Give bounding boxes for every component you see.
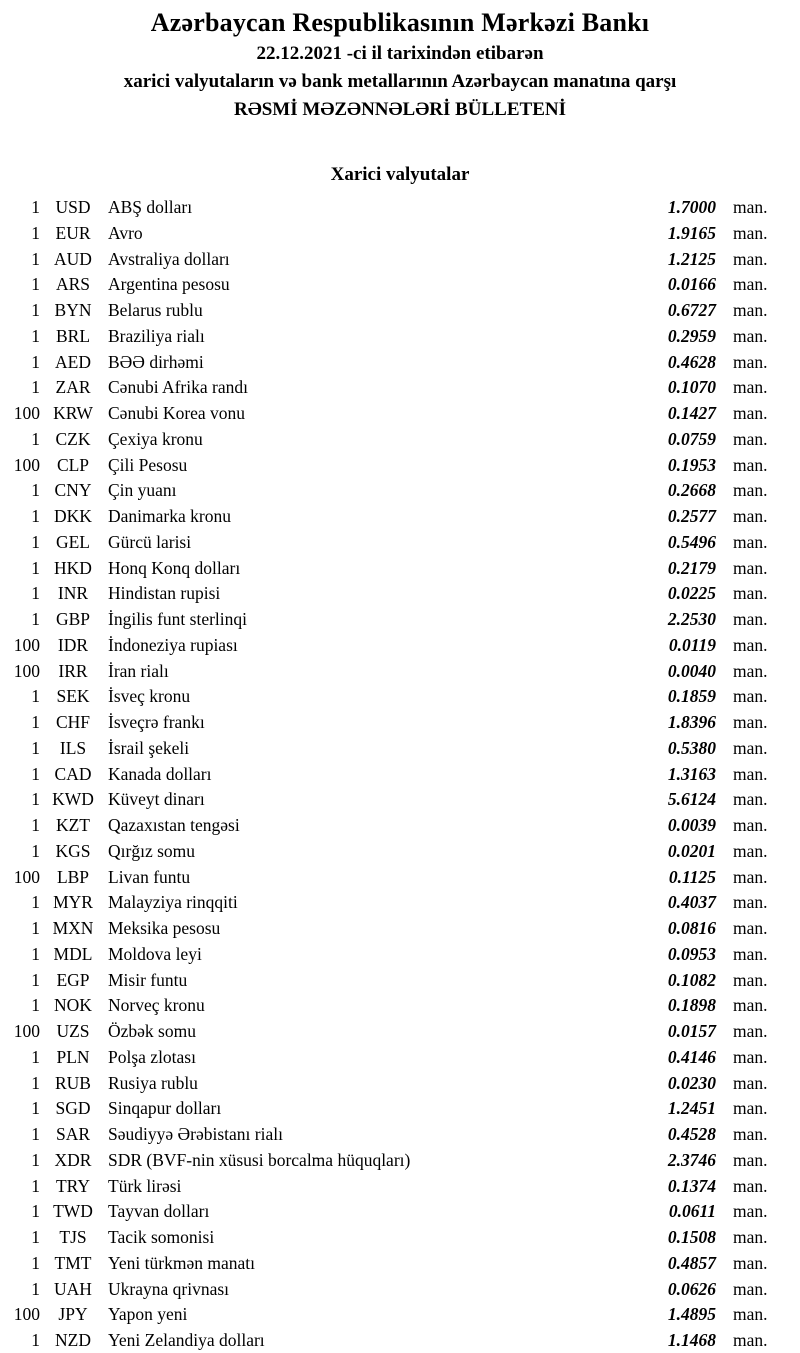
row-name: Polşa zlotası <box>108 1046 196 1067</box>
row-unit: man. <box>733 1175 768 1196</box>
row-code: IRR <box>58 660 88 681</box>
row-code: LBP <box>56 866 90 887</box>
row-name: Gürcü larisi <box>108 531 192 552</box>
row-qty: 100 <box>13 634 40 655</box>
row-qty: 1 <box>31 248 40 269</box>
subtitle-line: xarici valyutaların və bank metallarının Azərbaycan manatına qarşı <box>123 71 677 92</box>
row-rate: 0.4037 <box>667 892 716 913</box>
row-name: Avstraliya dolları <box>108 248 230 269</box>
rate-row <box>0 607 800 633</box>
row-unit: man. <box>733 454 768 475</box>
bank-title: Azərbaycan Respublikasının Mərkəzi Bankı <box>150 8 650 37</box>
row-name: Avro <box>108 222 143 243</box>
row-rate: 1.1468 <box>667 1330 716 1350</box>
row-qty: 1 <box>31 1252 40 1273</box>
row-code: JPY <box>58 1304 88 1325</box>
row-code: UZS <box>56 1021 90 1041</box>
row-name: Hindistan rupisi <box>108 583 221 604</box>
row-unit: man. <box>733 531 768 552</box>
rate-row <box>0 1277 800 1303</box>
row-unit: man. <box>733 943 768 964</box>
rate-row <box>0 1045 800 1071</box>
rate-row <box>0 865 800 891</box>
row-unit: man. <box>733 1072 768 1093</box>
row-name: Meksika pesosu <box>108 918 221 938</box>
row-rate: 0.4528 <box>667 1124 716 1144</box>
row-qty: 100 <box>13 1021 40 1041</box>
rate-row <box>0 1096 800 1122</box>
section-title-foreign-currencies: Xarici valyutalar <box>330 164 470 185</box>
rate-row <box>0 942 800 968</box>
row-rate: 0.0201 <box>667 840 716 861</box>
row-qty: 1 <box>31 274 40 295</box>
row-qty: 1 <box>31 1046 40 1067</box>
rate-row <box>0 272 800 298</box>
rate-row <box>0 298 800 324</box>
row-unit: man. <box>733 1252 768 1273</box>
row-code: MDL <box>53 943 93 964</box>
rate-row <box>0 993 800 1019</box>
row-rate: 1.7000 <box>667 197 716 217</box>
row-name: Qırğız somu <box>108 840 196 861</box>
row-qty: 100 <box>13 454 40 475</box>
row-name: İndoneziya rupiası <box>108 634 238 655</box>
row-name: İsrail şekeli <box>108 737 190 758</box>
rate-row <box>0 890 800 916</box>
row-unit: man. <box>733 1124 768 1144</box>
row-name: İngilis funt sterlinqi <box>108 609 248 629</box>
row-name: Argentina pesosu <box>108 274 230 295</box>
row-name: Çexiya kronu <box>108 428 203 449</box>
row-unit: man. <box>733 557 768 578</box>
rate-row <box>0 710 800 736</box>
rate-row <box>0 375 800 401</box>
row-unit: man. <box>733 300 768 320</box>
row-qty: 100 <box>13 1304 40 1325</box>
row-qty: 1 <box>31 763 40 784</box>
row-rate: 0.1070 <box>667 377 716 398</box>
row-code: RUB <box>55 1072 91 1093</box>
row-qty: 1 <box>31 197 40 217</box>
row-unit: man. <box>733 840 768 861</box>
row-name: Qazaxıstan tengəsi <box>108 815 240 835</box>
rate-row <box>0 478 800 504</box>
row-unit: man. <box>733 737 768 758</box>
row-rate: 1.8396 <box>667 712 716 732</box>
row-name: BƏƏ dirhəmi <box>108 351 204 372</box>
row-name: Yapon yeni <box>108 1304 188 1325</box>
row-name: Özbək somu <box>108 1021 196 1041</box>
row-rate: 0.4857 <box>667 1252 716 1273</box>
rate-row <box>0 1019 800 1045</box>
row-rate: 0.5496 <box>667 531 716 552</box>
row-rate: 0.0611 <box>668 1201 716 1222</box>
row-name: Livan funtu <box>108 866 191 887</box>
rate-row <box>0 581 800 607</box>
rate-row <box>0 1071 800 1097</box>
row-name: Səudiyyə Ərəbistanı rialı <box>108 1124 283 1144</box>
rate-row <box>0 530 800 556</box>
row-qty: 1 <box>31 1149 40 1170</box>
row-qty: 1 <box>31 1227 40 1247</box>
effective-date-line: 22.12.2021 -ci il tarixindən etibarən <box>256 43 544 64</box>
row-unit: man. <box>733 377 768 398</box>
row-name: İran rialı <box>108 660 169 681</box>
row-code: KRW <box>53 403 93 423</box>
row-rate: 0.1427 <box>667 403 716 423</box>
row-rate: 0.1082 <box>667 969 716 990</box>
row-name: Türk lirəsi <box>108 1175 182 1196</box>
row-unit: man. <box>733 222 768 243</box>
row-unit: man. <box>733 918 768 938</box>
row-code: BRL <box>55 325 91 346</box>
rate-row <box>0 1174 800 1200</box>
row-rate: 0.2959 <box>667 325 716 346</box>
bulletin-title-line: RƏSMİ MƏZƏNNƏLƏRİ BÜLLETENİ <box>233 99 566 120</box>
row-name: Moldova leyi <box>108 943 202 964</box>
row-unit: man. <box>733 506 768 526</box>
row-name: Tacik somonisi <box>108 1227 215 1247</box>
row-qty: 100 <box>13 403 40 423</box>
row-code: CLP <box>56 454 90 475</box>
row-unit: man. <box>733 1149 768 1170</box>
row-rate: 0.1374 <box>667 1175 716 1196</box>
row-rate: 0.1898 <box>667 995 716 1016</box>
row-name: Yeni türkmən manatı <box>108 1252 255 1273</box>
row-name: Danimarka kronu <box>108 506 231 526</box>
rate-row <box>0 427 800 453</box>
row-code: SEK <box>56 686 90 707</box>
row-unit: man. <box>733 686 768 707</box>
rate-row <box>0 839 800 865</box>
row-rate: 0.0039 <box>667 815 716 835</box>
row-unit: man. <box>733 197 768 217</box>
row-code: TRY <box>55 1175 91 1196</box>
row-qty: 1 <box>31 325 40 346</box>
row-unit: man. <box>733 583 768 604</box>
row-code: GBP <box>55 609 91 629</box>
row-name: SDR (BVF-nin xüsusi borcalma hüquqları) <box>108 1149 411 1170</box>
row-qty: 1 <box>31 892 40 913</box>
row-qty: 1 <box>31 377 40 398</box>
row-qty: 1 <box>31 969 40 990</box>
rate-row <box>0 453 800 479</box>
rate-row <box>0 968 800 994</box>
row-code: CAD <box>54 763 92 784</box>
row-code: UAH <box>54 1278 92 1299</box>
row-code: TWD <box>53 1201 93 1222</box>
row-qty: 1 <box>31 918 40 938</box>
row-unit: man. <box>733 1046 768 1067</box>
rates-list <box>0 195 800 1353</box>
row-unit: man. <box>733 815 768 835</box>
row-qty: 1 <box>31 1072 40 1093</box>
row-name: ABŞ dolları <box>108 197 193 217</box>
row-qty: 1 <box>31 351 40 372</box>
row-qty: 1 <box>31 557 40 578</box>
row-rate: 0.1125 <box>668 866 716 887</box>
row-unit: man. <box>733 660 768 681</box>
row-rate: 0.2179 <box>667 557 716 578</box>
row-name: Rusiya rublu <box>108 1072 198 1093</box>
row-rate: 0.4628 <box>667 351 716 372</box>
row-name: Honq Konq dolları <box>108 557 241 578</box>
row-rate: 0.0157 <box>667 1021 716 1041</box>
rate-row <box>0 1225 800 1251</box>
rate-row <box>0 247 800 273</box>
rate-row <box>0 195 800 221</box>
rate-row <box>0 684 800 710</box>
row-code: ILS <box>59 737 87 758</box>
row-qty: 1 <box>31 995 40 1016</box>
row-rate: 1.3163 <box>667 763 716 784</box>
rate-row <box>0 401 800 427</box>
rate-row <box>0 350 800 376</box>
rate-row <box>0 659 800 685</box>
row-rate: 1.4895 <box>667 1304 716 1325</box>
row-rate: 1.9165 <box>667 222 716 243</box>
row-qty: 1 <box>31 300 40 320</box>
row-qty: 1 <box>31 531 40 552</box>
row-code: DKK <box>54 506 92 526</box>
row-qty: 1 <box>31 1278 40 1299</box>
row-unit: man. <box>733 969 768 990</box>
row-rate: 0.2668 <box>667 480 716 501</box>
row-qty: 100 <box>13 660 40 681</box>
row-name: Sinqapur dolları <box>108 1098 222 1119</box>
row-rate: 0.0166 <box>667 274 716 295</box>
row-code: HKD <box>54 557 92 578</box>
row-qty: 1 <box>31 480 40 501</box>
row-qty: 1 <box>31 506 40 526</box>
row-code: SGD <box>55 1098 91 1119</box>
row-name: Misir funtu <box>108 969 188 990</box>
row-code: NZD <box>55 1330 91 1350</box>
row-rate: 0.5380 <box>667 737 716 758</box>
row-name: Çili Pesosu <box>108 454 188 475</box>
row-unit: man. <box>733 1021 768 1041</box>
row-code: ARS <box>55 274 91 295</box>
rate-row <box>0 633 800 659</box>
row-name: Malayziya rinqqiti <box>108 892 238 913</box>
rate-row <box>0 221 800 247</box>
row-qty: 1 <box>31 789 40 810</box>
row-rate: 0.0225 <box>667 583 716 604</box>
rate-row <box>0 1251 800 1277</box>
row-unit: man. <box>733 995 768 1016</box>
row-unit: man. <box>733 351 768 372</box>
row-qty: 1 <box>31 686 40 707</box>
row-qty: 1 <box>31 815 40 835</box>
row-code: CZK <box>55 428 91 449</box>
rate-row <box>0 1199 800 1225</box>
row-name: İsveçrə frankı <box>108 712 205 732</box>
rate-row <box>0 504 800 530</box>
row-qty: 1 <box>31 712 40 732</box>
row-unit: man. <box>733 403 768 423</box>
rate-row <box>0 916 800 942</box>
row-unit: man. <box>733 763 768 784</box>
row-code: EGP <box>56 969 90 990</box>
row-code: KWD <box>52 789 94 810</box>
rate-row <box>0 1148 800 1174</box>
row-qty: 1 <box>31 428 40 449</box>
rate-row <box>0 736 800 762</box>
row-rate: 0.4146 <box>667 1046 716 1067</box>
row-name: Cənubi Korea vonu <box>108 403 246 423</box>
row-unit: man. <box>733 480 768 501</box>
row-code: IDR <box>57 634 89 655</box>
row-unit: man. <box>733 866 768 887</box>
row-code: AED <box>55 351 91 372</box>
row-rate: 0.1953 <box>667 454 716 475</box>
row-unit: man. <box>733 428 768 449</box>
row-name: Belarus rublu <box>108 300 203 320</box>
row-code: TMT <box>54 1252 92 1273</box>
row-name: Ukrayna qrivnası <box>108 1278 230 1299</box>
row-qty: 1 <box>31 1098 40 1119</box>
row-qty: 1 <box>31 222 40 243</box>
row-unit: man. <box>733 1304 768 1325</box>
row-unit: man. <box>733 274 768 295</box>
row-name: Cənubi Afrika randı <box>108 377 248 398</box>
row-unit: man. <box>733 712 768 732</box>
rate-row <box>0 324 800 350</box>
rate-row <box>0 1122 800 1148</box>
row-rate: 0.0040 <box>667 660 716 681</box>
row-qty: 1 <box>31 737 40 758</box>
row-code: TJS <box>59 1227 87 1247</box>
row-code: MYR <box>53 892 93 913</box>
row-rate: 2.2530 <box>667 609 716 629</box>
row-unit: man. <box>733 789 768 810</box>
row-qty: 1 <box>31 583 40 604</box>
row-rate: 0.0230 <box>667 1072 716 1093</box>
row-rate: 0.2577 <box>667 506 716 526</box>
row-qty: 1 <box>31 1175 40 1196</box>
row-code: KGS <box>55 840 91 861</box>
row-qty: 100 <box>13 866 40 887</box>
row-rate: 0.0626 <box>667 1278 716 1299</box>
row-name: Braziliya rialı <box>108 325 205 346</box>
row-unit: man. <box>733 1330 768 1350</box>
rate-row <box>0 556 800 582</box>
row-rate: 0.0953 <box>667 943 716 964</box>
row-unit: man. <box>733 1278 768 1299</box>
rate-row <box>0 787 800 813</box>
row-unit: man. <box>733 892 768 913</box>
row-name: İsveç kronu <box>108 686 191 707</box>
row-rate: 0.1859 <box>667 686 716 707</box>
row-qty: 1 <box>31 1201 40 1222</box>
row-code: EUR <box>55 222 91 243</box>
rate-row <box>0 762 800 788</box>
row-qty: 1 <box>31 609 40 629</box>
row-unit: man. <box>733 634 768 655</box>
row-name: Kanada dolları <box>108 763 212 784</box>
row-rate: 0.0816 <box>667 918 716 938</box>
row-name: Küveyt dinarı <box>108 789 205 810</box>
row-unit: man. <box>733 1201 768 1222</box>
rate-row <box>0 1302 800 1328</box>
row-code: XDR <box>54 1149 92 1170</box>
row-code: AUD <box>54 248 92 269</box>
row-unit: man. <box>733 609 768 629</box>
row-code: ZAR <box>55 377 91 398</box>
row-unit: man. <box>733 248 768 269</box>
row-qty: 1 <box>31 1124 40 1144</box>
row-qty: 1 <box>31 840 40 861</box>
row-name: Yeni Zelandiya dolları <box>108 1330 265 1350</box>
row-code: BYN <box>54 300 92 320</box>
rate-row <box>0 813 800 839</box>
row-name: Tayvan dolları <box>108 1201 210 1222</box>
row-rate: 0.1508 <box>667 1227 716 1247</box>
row-rate: 0.6727 <box>667 300 716 320</box>
row-code: GEL <box>55 531 91 552</box>
row-rate: 5.6124 <box>667 789 716 810</box>
row-code: KZT <box>55 815 91 835</box>
row-rate: 2.3746 <box>667 1149 716 1170</box>
row-name: Norveç kronu <box>108 995 205 1016</box>
row-code: CNY <box>54 480 92 501</box>
row-code: SAR <box>55 1124 91 1144</box>
row-qty: 1 <box>31 943 40 964</box>
rate-row <box>0 1328 800 1353</box>
row-code: MXN <box>52 918 94 938</box>
row-code: NOK <box>54 995 92 1016</box>
row-unit: man. <box>733 1227 768 1247</box>
row-rate: 0.0759 <box>667 428 716 449</box>
row-unit: man. <box>733 1098 768 1119</box>
row-qty: 1 <box>31 1330 40 1350</box>
row-code: USD <box>55 197 91 217</box>
bulletin-header <box>0 0 800 124</box>
row-unit: man. <box>733 325 768 346</box>
row-code: CHF <box>55 712 91 732</box>
row-rate: 0.0119 <box>668 634 716 655</box>
row-name: Çin yuanı <box>108 480 177 501</box>
row-code: PLN <box>56 1046 90 1067</box>
row-code: INR <box>57 583 89 604</box>
row-rate: 1.2125 <box>667 248 716 269</box>
row-rate: 1.2451 <box>667 1098 716 1119</box>
